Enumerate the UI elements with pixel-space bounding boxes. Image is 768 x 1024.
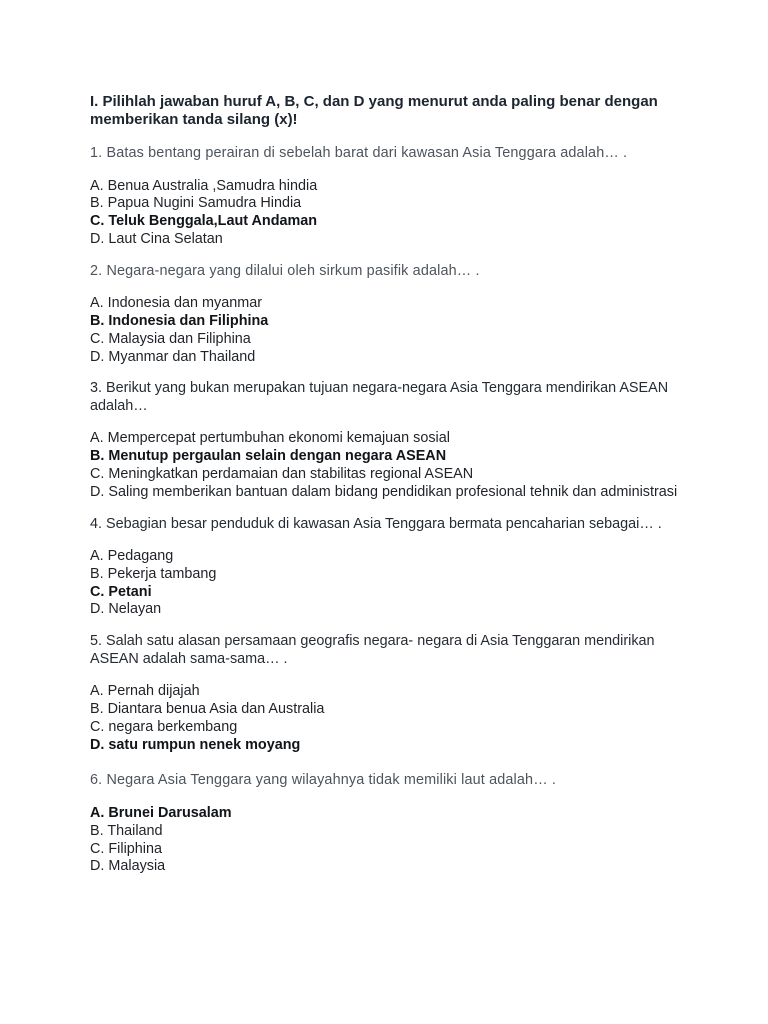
option-d-correct: D. satu rumpun nenek moyang (90, 736, 301, 753)
option-a: A. Pernah dijajah (90, 683, 200, 700)
option-b: B. Pekerja tambang (90, 565, 217, 582)
option-b: B. Thailand (90, 822, 163, 839)
option-a: A. Benua Australia ,Samudra hindia (90, 177, 318, 194)
question-4 (90, 516, 680, 620)
option-a-correct: A. Brunei Darusalam (90, 804, 232, 821)
option-b-correct: B. Indonesia dan Filiphina (90, 312, 269, 329)
option-d: D. Nelayan (90, 601, 162, 618)
document-page (90, 93, 680, 890)
option-a: A. Pedagang (90, 548, 174, 565)
option-a: A. Indonesia dan myanmar (90, 295, 262, 312)
question-1 (90, 145, 680, 249)
question-6 (90, 772, 680, 876)
option-list (90, 683, 680, 754)
question-text: 5. Salah satu alasan persamaan geografis negara- negara di Asia Tenggaran mendirikan ASEAN adalah sama-sama… . (90, 633, 655, 667)
question-text: 3. Berikut yang bukan merupakan tujuan negara-negara Asia Tenggara mendirikan ASEAN adalah… (90, 380, 669, 414)
option-d: D. Myanmar dan Thailand (90, 348, 256, 365)
option-c-correct: C. Petani (90, 583, 152, 600)
option-c: C. Malaysia dan Filiphina (90, 330, 251, 347)
question-text: 4. Sebagian besar penduduk di kawasan Asia Tenggara bermata pencaharian sebagai… . (90, 515, 662, 532)
question-text: 1. Batas bentang perairan di sebelah barat dari kawasan Asia Tenggara adalah… . (90, 145, 628, 161)
option-b: B. Papua Nugini Samudra Hindia (90, 195, 302, 212)
option-a: A. Mempercepat pertumbuhan ekonomi kemajuan sosial (90, 430, 450, 447)
option-list (90, 548, 680, 619)
option-b-correct: B. Menutup pergaulan selain dengan negara ASEAN (90, 448, 447, 465)
option-b: B. Diantara benua Asia dan Australia (90, 701, 325, 718)
question-5 (90, 633, 680, 754)
option-list (90, 805, 680, 876)
option-list (90, 178, 680, 249)
question-3 (90, 380, 680, 501)
option-list (90, 295, 680, 366)
option-c: C. Meningkatkan perdamaian dan stabilitas regional ASEAN (90, 465, 474, 482)
instruction-heading: I. Pilihlah jawaban huruf A, B, C, dan D yang menurut anda paling benar dengan memberikan tanda silang (x)! (90, 93, 658, 128)
option-list (90, 430, 680, 501)
option-d: D. Saling memberikan bantuan dalam bidang pendidikan profesional tehnik dan administrasi (90, 483, 678, 500)
option-c-correct: C. Teluk Benggala,Laut Andaman (90, 213, 318, 230)
option-d: D. Malaysia (90, 858, 166, 875)
question-2 (90, 263, 680, 367)
option-c: C. negara berkembang (90, 718, 238, 735)
question-text: 6. Negara Asia Tenggara yang wilayahnya tidak memiliki laut adalah… . (90, 772, 557, 789)
option-d: D. Laut Cina Selatan (90, 230, 223, 247)
question-text: 2. Negara-negara yang dilalui oleh sirkum pasifik adalah… . (90, 262, 480, 279)
option-c: C. Filiphina (90, 840, 162, 857)
